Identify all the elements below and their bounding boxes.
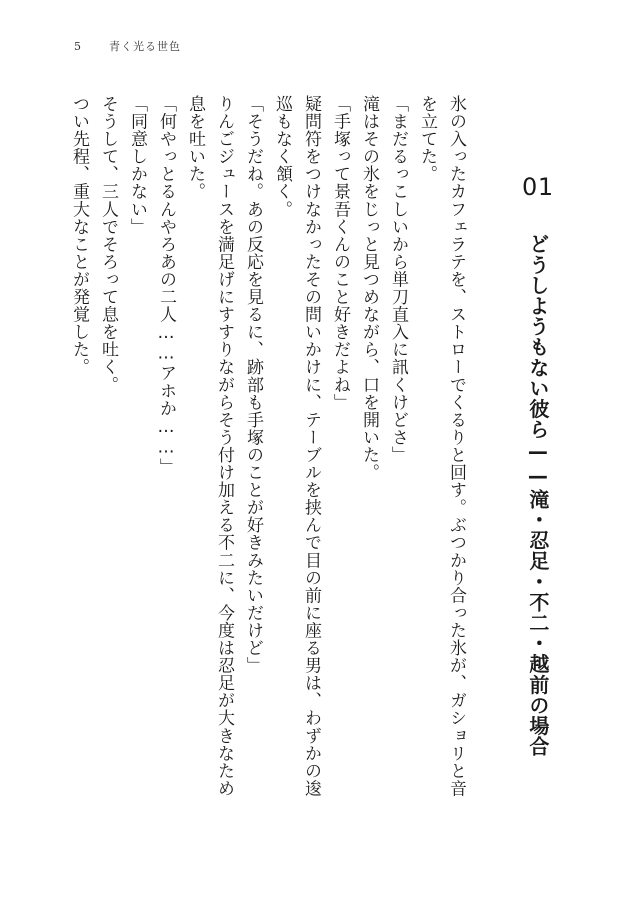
page-number: 5 bbox=[74, 40, 81, 53]
body-line: 氷の入ったカフェラテを、ストローでくるりと回す。ぶつかり合った氷が、ガショリと音 bbox=[446, 95, 466, 797]
chapter-number: 01 bbox=[522, 173, 554, 201]
chapter-title: どうしようもない彼ら——滝・忍足・不二・越前の場合 bbox=[525, 233, 550, 757]
body-line: 「手塚って景吾くんのこと好きだよね」 bbox=[330, 95, 350, 411]
chapter-heading bbox=[522, 175, 554, 757]
running-header bbox=[74, 38, 181, 54]
body-line: を立てた。 bbox=[417, 95, 437, 183]
body-line: つい先程、重大なことが発覚した。 bbox=[69, 95, 89, 376]
book-title: 青く光る世色 bbox=[109, 40, 181, 53]
body-line: 「そうだね。あの反応を見るに、跡部も手塚のことが好きみたいだけど」 bbox=[243, 95, 263, 675]
body-line: 滝はその氷をじっと見つめながら、口を開いた。 bbox=[359, 95, 379, 482]
body-line: 「同意しかない」 bbox=[127, 95, 147, 236]
body-line: 「まだるっこしいから単刀直入に訊くけどさ」 bbox=[388, 95, 408, 464]
body-line: りんごジュースを満足げにすすりながらそう付け加える不二に、今度は忍足が大きなため bbox=[214, 95, 234, 797]
body-line: 息を吐いた。 bbox=[185, 95, 205, 201]
body-line: 「何やっとるんやろあの二人……アホか……」 bbox=[156, 95, 176, 476]
body-line: 巡もなく頷く。 bbox=[272, 95, 292, 218]
body-line: 疑問符をつけなかったその問いかけに、テーブルを挟んで目の前に座る男は、わずかの逡 bbox=[301, 95, 321, 797]
body-line: そうして、三人でそろって息を吐く。 bbox=[98, 95, 118, 394]
